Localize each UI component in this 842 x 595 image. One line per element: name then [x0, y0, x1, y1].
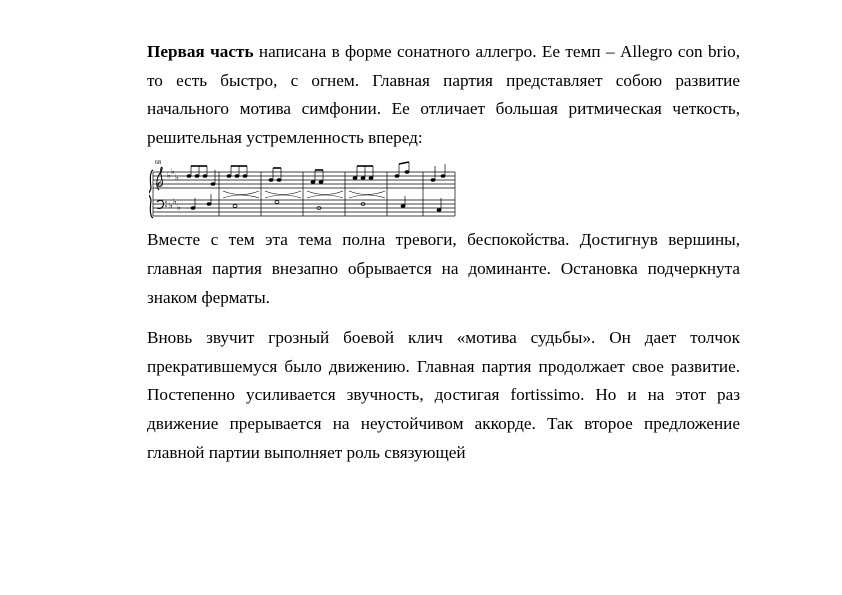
paragraph-fate-motive: Вновь звучит грозный боевой клич «мотива судьбы». Он дает толчок прекратившемуся было движению. Главная партия продолжает свое развитие. Постепенно усиливается звучность, достигая fortissimo. Но и на этот раз движение прерывается на неустойчивом аккорде. Так второе предложение главной партии выполняет роль связующей: [147, 328, 740, 462]
svg-text:♭: ♭: [167, 171, 171, 181]
svg-text:♭: ♭: [171, 167, 175, 177]
score-tempo-mark: 68: [155, 160, 161, 167]
document-page: [147, 38, 740, 467]
svg-text:♭: ♭: [177, 203, 181, 213]
svg-text:♭: ♭: [175, 173, 179, 183]
music-score-image: [149, 158, 457, 220]
paragraph-theme-anxiety: Вместе с тем эта тема полна тревоги, беспокойства. Достигнув вершины, главная партия внезапно обрывается на доминанте. Остановка подчеркнута знаком ферматы.: [147, 230, 740, 307]
paragraph-lead-bold: Первая часть: [147, 42, 254, 61]
svg-text:♭: ♭: [169, 201, 173, 211]
svg-text:♭: ♭: [173, 197, 177, 207]
paragraph-first-movement: [147, 38, 740, 152]
paragraph-text: написана в форме сонатного аллегро. Ее темп – Allegro con brio, то есть быстро, с огнем. Главная партия представляет собою развитие начального мотива симфонии. Ее отличает большая ритмическая четкость, решительная устремленность вперед:: [147, 42, 740, 147]
